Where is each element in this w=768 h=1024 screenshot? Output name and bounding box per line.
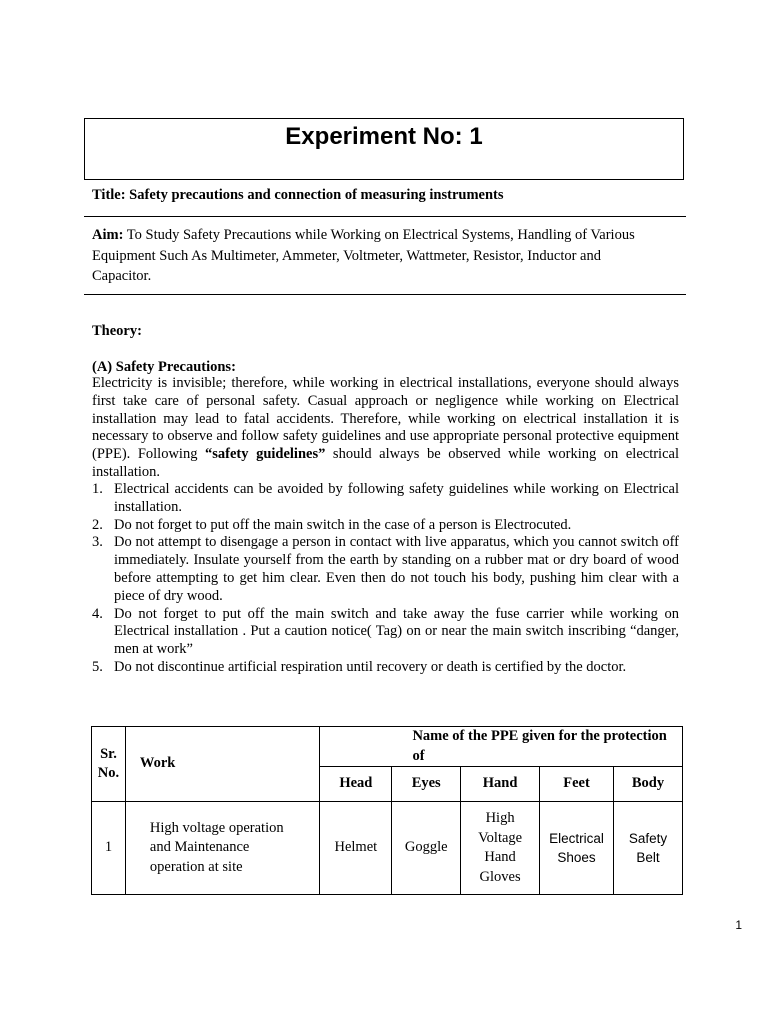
list-text: Electrical accidents can be avoided by following safety guidelines while working on Electrical installation. — [114, 481, 679, 515]
list-item — [92, 659, 679, 677]
list-number: 5. — [92, 658, 103, 675]
list-item — [92, 481, 679, 517]
column-header-head: Head — [320, 767, 392, 802]
cell-feet: Electrical Shoes — [540, 802, 614, 895]
intro-emphasis: “safety guidelines” — [205, 446, 326, 463]
list-item — [92, 606, 679, 659]
ppe-table — [91, 726, 683, 895]
cell-sr-no: 1 — [92, 802, 126, 895]
column-header-ppe-group: Name of the PPE given for the protection of — [320, 727, 683, 767]
list-number: 1. — [92, 481, 103, 497]
intro-text-end: should always be observed while working on electrical installation. — [92, 446, 679, 480]
experiment-heading: Experiment No: 1 — [285, 123, 483, 150]
experiment-header-box — [84, 118, 684, 180]
intro-paragraph — [92, 375, 679, 482]
safety-rules-list — [92, 481, 679, 677]
column-header-eyes: Eyes — [392, 767, 461, 802]
list-number: 4. — [92, 605, 103, 622]
list-item — [92, 517, 679, 535]
cell-head: Helmet — [320, 802, 392, 895]
cell-eyes: Goggle — [392, 802, 461, 895]
list-text: Do not forget to put off the main switch and take away the fuse carrier while working on Electrical installation . Put a caution notice( Tag) on or near the main switch inscribing “danger, men at work” — [114, 605, 679, 658]
list-item — [92, 534, 679, 605]
list-text: Do not forget to put off the main switch in the case of a person is Electrocuted. — [114, 516, 572, 533]
cell-hand: High Voltage Hand Gloves — [461, 802, 540, 895]
intro-text: Electricity is invisible; therefore, while working in electrical installations, everyone should always first take care of personal safety. Casual approach or negligence while working on Electrical installation may lead to fatal accidents. Therefore, while working on electrical installation it is necessary to observe and follow safety guidelines and use appropriate personal protective equipment (PPE). Following — [92, 375, 679, 463]
section-heading: (A) Safety Precautions: — [92, 359, 236, 375]
page-number: 1 — [735, 918, 742, 932]
list-text: Do not attempt to disengage a person in contact with live apparatus, which you cannot switch off immediately. Insulate yourself from the earth by standing on a rubber mat or dry board of wood before attempting to get him clear. Even then do not touch his body, pushing him clear with a piece of dry wood. — [114, 534, 679, 604]
cell-work: High voltage operation and Maintenance operation at site — [125, 802, 320, 895]
list-text: Do not discontinue artificial respiration until recovery or death is certified by the doctor. — [114, 658, 627, 675]
column-header-feet: Feet — [540, 767, 614, 802]
column-header-body: Body — [614, 767, 683, 802]
table-header-row — [92, 727, 683, 767]
column-header-sr-no: Sr. No. — [92, 727, 126, 802]
cell-body: Safety Belt — [614, 802, 683, 895]
list-number: 2. — [92, 516, 103, 533]
theory-heading: Theory: — [92, 323, 142, 339]
divider-line — [84, 216, 686, 217]
aim-text: To Study Safety Precautions while Working on Electrical Systems, Handling of Various Equipment Such As Multimeter, Ammeter, Voltmeter, Wattmeter, Resistor, Inductor and Capacitor. — [92, 227, 635, 284]
column-header-hand: Hand — [461, 767, 540, 802]
experiment-title: Title: Safety precautions and connection of measuring instruments — [92, 187, 504, 203]
list-number: 3. — [92, 534, 103, 551]
divider-line — [84, 294, 686, 295]
aim-label: Aim: — [92, 227, 124, 243]
aim-paragraph — [92, 225, 662, 287]
table-row — [92, 802, 683, 895]
column-header-work: Work — [125, 727, 320, 802]
